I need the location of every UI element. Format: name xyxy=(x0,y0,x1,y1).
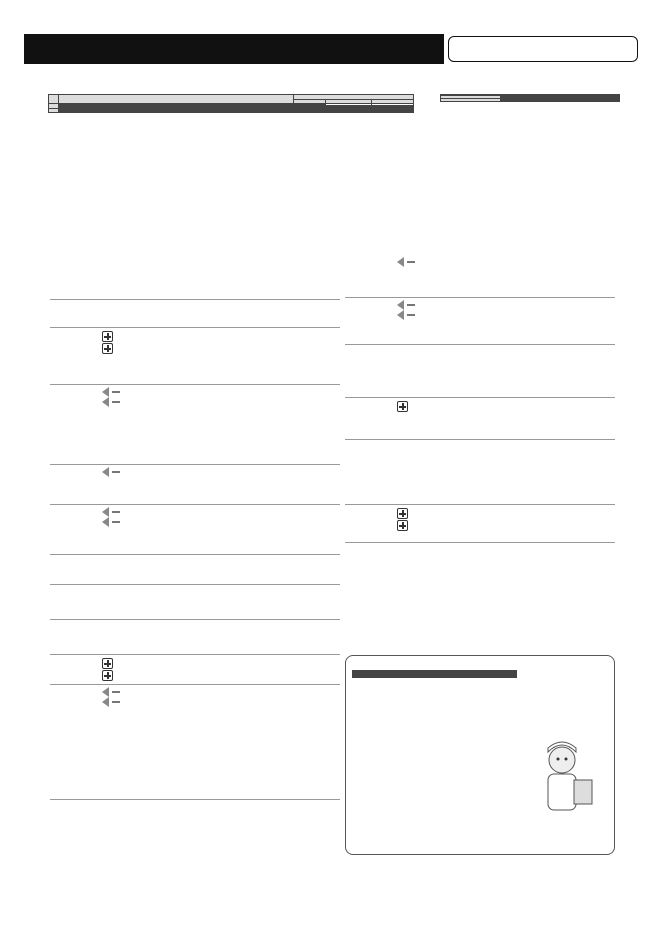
hospital-cross-icon xyxy=(102,343,113,354)
hospital-cross-icon xyxy=(397,401,408,412)
page-title xyxy=(24,34,444,64)
recycle-badge xyxy=(407,261,415,263)
blood-schedule-table xyxy=(352,670,517,678)
recycle-badge xyxy=(407,304,415,306)
contact-box xyxy=(448,36,638,62)
day-11 xyxy=(50,685,340,800)
arrow-icon xyxy=(102,387,109,397)
day-content xyxy=(397,257,615,267)
day-15 xyxy=(345,398,615,440)
hospital-entry xyxy=(397,400,615,412)
day-2 xyxy=(50,300,340,328)
day-content xyxy=(397,400,615,412)
day-5 xyxy=(50,465,340,505)
day-7 xyxy=(50,555,340,585)
group-label xyxy=(441,99,501,102)
district-cell xyxy=(500,101,560,102)
hospital-cross-icon xyxy=(102,658,113,669)
hospital-cross-icon xyxy=(397,508,408,519)
time-cell xyxy=(353,677,435,678)
nurse-illustration xyxy=(530,736,600,816)
day-10 xyxy=(50,655,340,685)
noburn-cell xyxy=(326,112,372,113)
recycle-entry xyxy=(397,310,615,320)
recycle-badge xyxy=(112,401,120,403)
day-content xyxy=(397,300,615,320)
arrow-icon xyxy=(102,687,109,697)
day-12 xyxy=(345,255,615,298)
recycle-entry xyxy=(102,517,340,527)
hospital-cross-icon xyxy=(102,670,113,681)
hospital-cross-icon xyxy=(397,520,408,531)
arrow-icon xyxy=(102,397,109,407)
recycle-entry xyxy=(102,697,340,707)
recycle-entry xyxy=(102,687,340,697)
hospital-entry xyxy=(102,657,340,669)
day-14 xyxy=(345,345,615,398)
blood-donation-box xyxy=(345,655,615,855)
arrow-icon xyxy=(102,467,109,477)
day-content xyxy=(102,507,340,527)
hospital-entry xyxy=(397,507,615,519)
recycle-badge xyxy=(112,521,120,523)
place-cell xyxy=(435,677,517,678)
arrow-icon xyxy=(102,517,109,527)
recycle-entry xyxy=(397,300,615,310)
recycle-entry xyxy=(102,467,340,477)
hospital-entry xyxy=(102,330,340,342)
arrow-icon xyxy=(397,310,404,320)
table-row xyxy=(49,112,414,113)
garbage-table xyxy=(48,94,414,113)
day-17 xyxy=(345,505,615,543)
day-16 xyxy=(345,440,615,505)
day-1 xyxy=(50,255,340,300)
day-8 xyxy=(50,585,340,620)
recycle-entry xyxy=(102,397,340,407)
hospital-cross-icon xyxy=(102,331,113,342)
day-content xyxy=(102,387,340,407)
day-content xyxy=(102,657,340,681)
zone-cell xyxy=(560,101,620,102)
arrow-icon xyxy=(397,300,404,310)
day-content xyxy=(102,687,340,707)
recycle-badge xyxy=(112,691,120,693)
area-cell xyxy=(59,112,294,113)
arrow-icon xyxy=(102,697,109,707)
recycle-entry xyxy=(102,387,340,397)
table-row xyxy=(353,677,517,678)
burn-cell xyxy=(294,112,326,113)
day-content xyxy=(397,507,615,531)
day-13 xyxy=(345,298,615,345)
arrow-icon xyxy=(397,257,404,267)
hospital-entry xyxy=(102,342,340,354)
large-cell xyxy=(372,112,414,113)
recycle-entry xyxy=(102,507,340,517)
recycle-badge xyxy=(112,471,120,473)
hospital-entry xyxy=(102,669,340,681)
day-content xyxy=(102,467,340,477)
group-label xyxy=(49,109,59,113)
hospital-entry xyxy=(397,519,615,531)
day-4 xyxy=(50,385,340,465)
recycle-badge xyxy=(407,314,415,316)
day-6 xyxy=(50,505,340,555)
recycle-entry xyxy=(397,257,615,267)
recycle-table xyxy=(440,94,620,102)
recycle-badge xyxy=(112,391,120,393)
day-content xyxy=(102,330,340,354)
day-9 xyxy=(50,620,340,655)
recycle-badge xyxy=(112,701,120,703)
day-3 xyxy=(50,328,340,385)
recycle-badge xyxy=(112,511,120,513)
arrow-icon xyxy=(102,507,109,517)
